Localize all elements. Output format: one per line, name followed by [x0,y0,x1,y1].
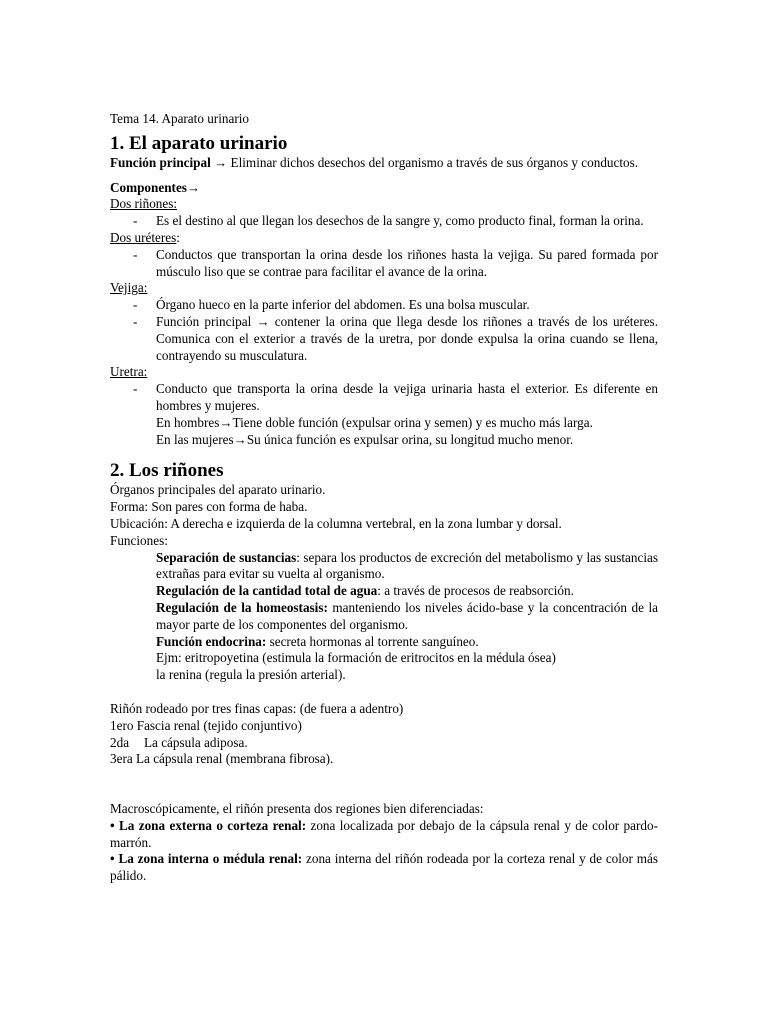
componentes-heading: Componentes→ [110,179,201,195]
funciones-label: Funciones: [110,532,168,548]
list-item: - Órgano hueco en la parte inferior del abdomen. Es una bolsa muscular. [110,297,658,314]
ubicacion-line: Ubicación: A derecha e izquierda de la columna vertebral, en la zona lumbar y dorsal. [110,515,562,531]
uretra-list [110,381,658,415]
ureteres-label-line: Dos uréteres: [110,229,180,245]
rinones-list [110,213,658,230]
ejm-line: Ejm: eritropoyetina (estimula la formación de eritrocitos en la médula ósea) [156,650,556,666]
funcion-principal-text: Eliminar dichos desechos del organismo a través de sus órganos y conductos. [227,154,639,170]
uretra-label: Uretra: [110,364,148,380]
topic-heading: Tema 14. Aparato urinario [110,111,249,126]
region-interna: • La zona interna o médula renal: zona interna del riñón rodeada por la corteza renal y de color más pálido. [110,851,658,884]
macro-intro: Macroscópicamente, el riñón presenta dos regiones bien diferenciadas: [110,801,484,817]
section2-title: 2. Los riñones [110,460,224,482]
funcion-separacion: Separación de sustancias: separa los productos de excreción del metabolismo y las sustancias extrañas para evitar su vuelta al organismo. [156,549,658,582]
list-item: - Conductos que transportan la orina desde los riñones hasta la vejiga. Su pared formada por músculo liso que se contrae para facilitar el avance de la orina. [110,247,658,281]
capa-1: 1ero Fascia renal (tejido conjuntivo) [110,717,302,733]
rinones-label: Dos riñones: [110,196,178,212]
section1-title: 1. El aparato urinario [110,132,288,154]
vejiga-label: Vejiga: [110,280,148,296]
rinones-intro: Órganos principales del aparato urinario. [110,482,326,498]
list-item: - Conducto que transporta la orina desde la vejiga urinaria hasta el exterior. Es diferente en hombres y mujeres. [110,381,658,415]
capa-3: 3era La cápsula renal (membrana fibrosa). [110,751,334,767]
uretra-hombres: En hombres→Tiene doble función (expulsar orina y semen) y es mucho más larga. [156,414,593,430]
ureteres-list [110,247,658,281]
capa-2: 2da La cápsula adiposa. [110,734,248,750]
funcion-endocrina: Función endocrina: secreta hormonas al torrente sanguíneo. [156,633,479,649]
funcion-homeostasis: Regulación de la homeostasis: manteniendo los niveles ácido-base y la concentración de la mayor parte de los componentes del organismo. [156,599,658,632]
funcion-principal-label: Función principal → [110,154,228,170]
funcion-agua: Regulación de la cantidad total de agua: a través de procesos de reabsorción. [156,583,574,599]
list-item: - Función principal → contener la orina que llega desde los riñones a través de los uréteres. Comunica con el exterior a través de la uretra, por donde expulsa la orina cuando se llena, contrayendo su musculatura. [110,314,658,364]
capas-title: Riñón rodeado por tres finas capas: (de fuera a adentro) [110,700,404,716]
document-body [110,111,658,885]
uretra-mujeres: En las mujeres→Su única función es expulsar orina, su longitud mucho menor. [156,431,574,447]
list-item: - Es el destino al que llegan los desechos de la sangre y, como producto final, forman la orina. [110,213,658,230]
forma-line: Forma: Son pares con forma de haba. [110,499,308,515]
renina-line: la renina (regula la presión arterial). [156,667,346,683]
funcion-principal-paragraph [110,155,658,172]
ureteres-label: Dos uréteres [110,229,177,245]
region-externa: • La zona externa o corteza renal: zona localizada por debajo de la cápsula renal y de color pardo-marrón. [110,817,658,850]
vejiga-list [110,297,658,364]
